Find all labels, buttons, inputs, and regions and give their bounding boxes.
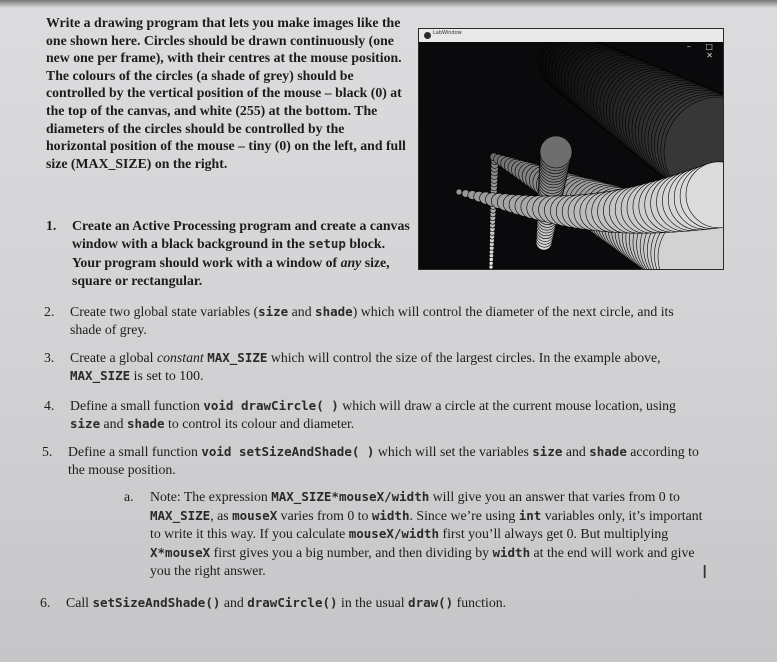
text-run: in the usual — [337, 595, 409, 610]
code-snippet: int — [518, 507, 542, 523]
text-run: Note: The expression — [150, 489, 272, 504]
text-run: and — [100, 416, 127, 432]
emphasis-text: constant — [156, 350, 204, 365]
text-run: Create a global — [70, 350, 157, 365]
drawn-circle — [456, 189, 462, 195]
code-snippet: size — [532, 444, 563, 459]
item-body — [44, 303, 704, 340]
code-snippet: draw() — [408, 595, 454, 610]
item-body — [46, 217, 416, 291]
text-cursor-icon: I — [702, 562, 708, 583]
text-run: Create two global state variables ( — [70, 304, 259, 319]
code-snippet: shade — [589, 444, 627, 459]
text-run: which will control the size of the largest circles. In the example above, — [267, 350, 661, 365]
text-run: Call — [66, 595, 93, 610]
list-item-4 — [44, 397, 704, 434]
text-run: ) which will control the diameter of the next circle, and its shade of grey. — [70, 304, 674, 338]
text-run: to control its colour and diameter. — [164, 416, 355, 432]
item-body — [44, 397, 704, 434]
code-snippet: mouseX — [232, 507, 278, 523]
item-number: 5. — [42, 444, 53, 459]
text-run: at the end will work and give you the right answer. — [150, 544, 695, 579]
item-number: a. — [124, 489, 134, 504]
item-body — [44, 349, 704, 386]
text-run: , as — [210, 507, 233, 523]
top-edge-shadow — [0, 0, 777, 8]
text-run: Create an Active Processing program and create a canvas window with a black background in the — [72, 218, 410, 252]
list-item-6 — [40, 594, 700, 612]
code-snippet: shade — [315, 304, 353, 319]
list-item-3 — [44, 349, 704, 386]
code-snippet: void setSizeAndShade( ) — [201, 444, 375, 459]
text-run: is set to 100. — [130, 368, 204, 384]
code-snippet: shade — [126, 416, 165, 432]
item-body — [40, 594, 700, 612]
intro-text: Write a drawing program that lets you make images like the one shown here. Circles should be drawn continuously (one new one per frame), with their centres at the mouse position. The colours of the circles (a shade of grey) should be controlled by the vertical position of the mouse – black (0) at the top of the canvas, and white (255) at the bottom. The diameters of the circles should be controlled by the horizontal position of the mouse – tiny (0) on the left, and full size (MAX_SIZE) on the right. — [46, 15, 406, 171]
item-body — [124, 488, 714, 581]
code-snippet: width — [371, 507, 410, 523]
text-run: varies from 0 to — [277, 507, 372, 523]
list-item-1 — [46, 217, 416, 291]
app-icon — [424, 32, 431, 39]
list-item-2 — [44, 303, 704, 340]
text-run: function. — [453, 595, 507, 610]
window-title: LabWindow — [433, 30, 462, 36]
text-run: Define a small function — [70, 398, 204, 413]
item-number: 6. — [40, 595, 51, 610]
text-run: which will set the variables — [374, 444, 533, 459]
emphasis-text: any — [340, 254, 362, 270]
item-number: 3. — [44, 350, 55, 365]
list-subitem-a — [124, 488, 714, 581]
item-number: 4. — [44, 398, 55, 413]
code-snippet: void drawCircle( ) — [203, 398, 339, 413]
text-run: first gives you a big number, and then dividing by — [210, 544, 493, 560]
text-run: size, square or rectangular. — [72, 254, 390, 289]
text-run: and — [288, 304, 316, 319]
code-snippet: MAX_SIZE — [150, 507, 211, 523]
window-controls[interactable]: – □ ✕ — [686, 42, 719, 60]
text-run: according to the mouse position. — [68, 444, 699, 478]
code-snippet: MAX_SIZE — [207, 350, 268, 365]
text-run: . Since we’re using — [409, 507, 519, 523]
code-snippet: setSizeAndShade() — [92, 595, 221, 610]
text-run: first you’ll always get 0. But multiplying — [439, 526, 669, 542]
item-number: 2. — [44, 304, 55, 319]
code-snippet: MAX_SIZE — [70, 368, 131, 384]
intro-paragraph — [46, 14, 408, 172]
list-item-5 — [42, 443, 706, 480]
code-snippet: size — [258, 304, 289, 319]
code-snippet: size — [70, 416, 101, 432]
item-body — [42, 443, 706, 480]
window-titlebar[interactable] — [419, 29, 723, 42]
text-run: and — [220, 595, 248, 610]
text-run: Define a small function — [68, 444, 202, 459]
code-snippet: mouseX/width — [348, 526, 440, 542]
drawn-circle — [489, 265, 493, 269]
text-run: will give you an answer that varies from 0 to — [429, 489, 680, 504]
code-snippet: width — [492, 544, 531, 560]
item-number: 1. — [46, 218, 57, 233]
text-run: which will draw a circle at the current mouse location, using — [338, 398, 676, 413]
code-snippet: MAX_SIZE*mouseX/width — [271, 489, 430, 504]
code-snippet: drawCircle() — [247, 595, 338, 610]
code-snippet: setup — [308, 236, 346, 252]
code-snippet: X*mouseX — [150, 544, 211, 560]
drawn-circle — [540, 136, 572, 168]
text-run: and — [562, 444, 590, 459]
text-run: variables only, it’s important to write it this way. If you calculate — [150, 507, 703, 542]
text-run: block. Your program should work with a window of — [72, 236, 386, 270]
processing-canvas-window — [418, 28, 724, 270]
circle-canvas — [419, 42, 723, 269]
